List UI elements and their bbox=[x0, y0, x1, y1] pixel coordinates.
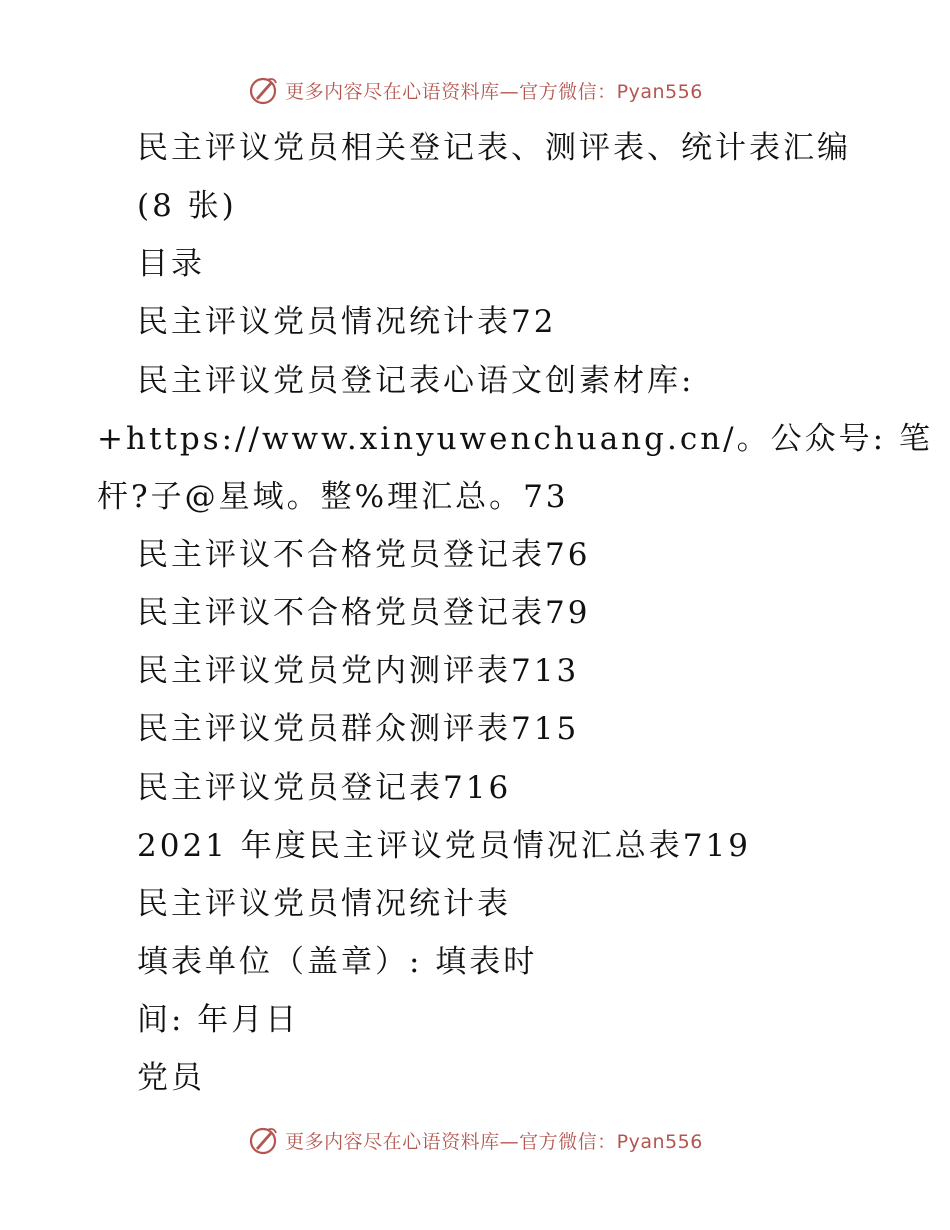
toc-item: 民主评议党员情况统计表72 bbox=[137, 304, 557, 340]
toc-item: 民主评议不合格党员登记表79 bbox=[137, 595, 591, 631]
form-field-line: 党员 bbox=[137, 1060, 205, 1096]
watermark-banner-bottom bbox=[0, 1120, 950, 1160]
watermark-text: 更多内容尽在心语资料库—官方微信：Pyan556 bbox=[285, 80, 703, 103]
document-subtitle: (8 张) bbox=[137, 188, 237, 224]
form-field-line: 间: 年月日 bbox=[137, 1002, 300, 1038]
document-title: 民主评议党员相关登记表、测评表、统计表汇编 bbox=[137, 130, 851, 166]
toc-item: 民主评议党员登记表716 bbox=[137, 770, 512, 806]
watermark-banner-top bbox=[0, 70, 950, 110]
toc-item: 民主评议党员群众测评表715 bbox=[137, 711, 580, 747]
toc-item: 民主评议党员登记表心语文创素材库: bbox=[137, 363, 695, 399]
toc-item-continued: +https://www.xinyuwenchuang.cn/。公众号: 笔 bbox=[97, 421, 933, 457]
quill-pen-circle-icon bbox=[247, 74, 279, 106]
watermark-text: 更多内容尽在心语资料库—官方微信：Pyan556 bbox=[285, 1130, 703, 1153]
toc-item-continued: 杆?子@星域。整%理汇总。73 bbox=[97, 479, 569, 515]
toc-item: 2021 年度民主评议党员情况汇总表719 bbox=[137, 828, 751, 864]
quill-pen-circle-icon bbox=[247, 1124, 279, 1156]
form-field-line: 填表单位（盖章）: 填表时 bbox=[137, 944, 538, 980]
toc-heading: 目录 bbox=[137, 246, 205, 282]
toc-item: 民主评议党员党内测评表713 bbox=[137, 653, 580, 689]
toc-item: 民主评议不合格党员登记表76 bbox=[137, 537, 591, 573]
section-heading: 民主评议党员情况统计表 bbox=[137, 886, 511, 922]
